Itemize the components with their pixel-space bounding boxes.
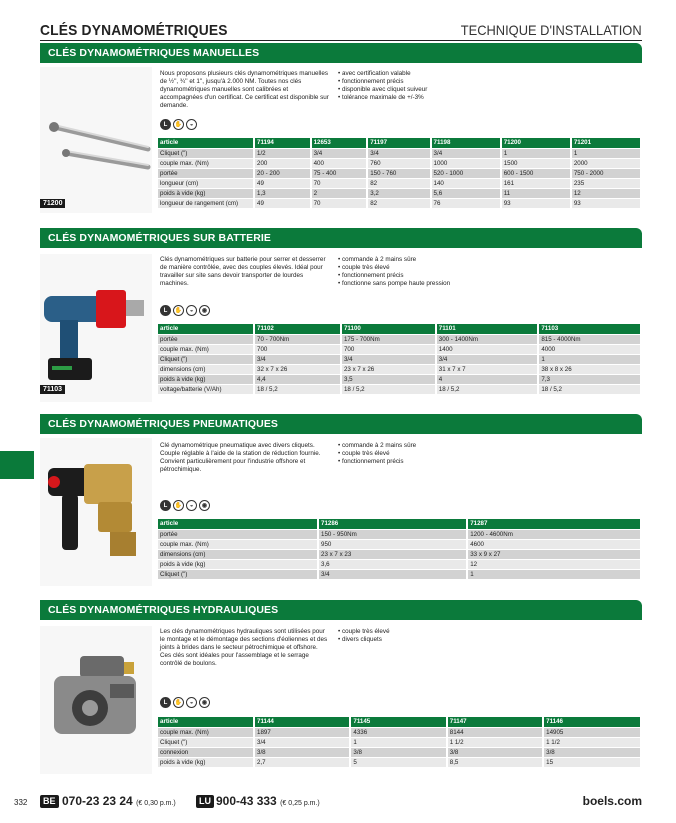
table-cell: portée	[158, 168, 254, 178]
table-row	[158, 529, 641, 539]
table-cell: 1	[571, 148, 641, 158]
license-icon: L	[160, 500, 171, 511]
table-cell: 3,6	[318, 559, 467, 569]
column-header: 71145	[350, 717, 446, 727]
section-title: CLÉS DYNAMOMÉTRIQUES PNEUMATIQUES	[40, 414, 642, 434]
side-tab	[0, 451, 34, 479]
column-header: 71100	[341, 324, 436, 334]
section-manual	[40, 43, 642, 213]
feature-icons	[160, 305, 210, 316]
column-header: 71201	[571, 138, 641, 148]
product-code-tag: 71103	[40, 385, 65, 394]
table-cell: 75 - 400	[311, 168, 368, 178]
table-cell: 15	[543, 757, 641, 767]
table-row	[158, 168, 641, 178]
table-cell: 3/4	[254, 737, 350, 747]
product-photo-hydraulic-wrench	[40, 626, 152, 774]
table-cell: 750 - 2000	[571, 168, 641, 178]
table-row	[158, 198, 641, 208]
table-row	[158, 334, 641, 344]
column-header: 12653	[311, 138, 368, 148]
column-header: article	[158, 519, 318, 529]
table-cell: 8144	[447, 727, 543, 737]
column-header: 71197	[367, 138, 430, 148]
table-cell: 1500	[501, 158, 571, 168]
table-cell: 1,3	[254, 188, 311, 198]
table-cell: 1/2	[254, 148, 311, 158]
belgium-phone-rate: (€ 0,30 p.m.)	[136, 800, 176, 807]
table-cell: 3/4	[318, 569, 467, 579]
page-number: 332	[14, 798, 28, 807]
spec-table	[158, 717, 642, 767]
table-cell: Cliquet (")	[158, 354, 254, 364]
column-header: 71198	[431, 138, 501, 148]
table-cell: 950	[318, 539, 467, 549]
column-header: article	[158, 717, 254, 727]
feature-item: • avec certification valable	[338, 70, 427, 78]
table-row	[158, 374, 641, 384]
feature-item: • commande à 2 mains sûre	[338, 442, 416, 450]
table-cell: 3/8	[447, 747, 543, 757]
section-description: Nous proposons plusieurs clés dynamométriques manuelles de ½'', ¾'' et 1'', jusqu'à 2.000 NM. Toutes nos clés dynamométriques manuelles sont calibrées et accompagnées d'un certificat. Ce certificat est disponible sur demande.	[160, 70, 329, 109]
table-cell: 70	[311, 198, 368, 208]
table-row	[158, 384, 641, 394]
table-cell: 1	[501, 148, 571, 158]
table-cell: couple max. (Nm)	[158, 539, 318, 549]
feature-item: • commande à 2 mains sûre	[338, 256, 450, 264]
section-description: Clés dynamométriques sur batterie pour serrer et desserrer de manière contrôlée, avec des couples élevés. Idéal pour travailler sur site sans devoir transporter de lourdes machines.	[160, 256, 326, 287]
table-row	[158, 569, 641, 579]
table-cell: 3/4	[254, 354, 341, 364]
table-cell: 3,5	[341, 374, 436, 384]
section-description: Les clés dynamométriques hydrauliques sont utilisées pour le montage et le démontage des sections d'éoliennes et des joints à brides dans le secteur pétrochimique et offshore. Ces clés sont idéales pour l'assemblage et le serrage contrôlé de boulons.	[160, 628, 328, 667]
feature-item: • fonctionnement précis	[338, 272, 450, 280]
table-cell: 23 x 7 x 26	[341, 364, 436, 374]
hand-protection-icon: ✋	[173, 305, 184, 316]
table-row	[158, 549, 641, 559]
luxembourg-phone-rate: (€ 0,25 p.m.)	[280, 800, 320, 807]
table-cell: 76	[431, 198, 501, 208]
hand-protection-icon: ✋	[173, 500, 184, 511]
table-row	[158, 354, 641, 364]
product-photo-pneumatic-wrench	[40, 438, 152, 586]
table-cell: 18 / 5,2	[341, 384, 436, 394]
table-cell: 2	[311, 188, 368, 198]
table-cell: 300 - 1400Nm	[436, 334, 539, 344]
feature-item: • fonctionnement précis	[338, 78, 427, 86]
table-cell: 700	[341, 344, 436, 354]
luxembourg-phone-number: 900-43 333	[216, 794, 277, 808]
table-cell: 161	[501, 178, 571, 188]
table-cell: 520 - 1000	[431, 168, 501, 178]
table-cell: 1200 - 4600Nm	[467, 529, 641, 539]
table-cell: 49	[254, 178, 311, 188]
column-header: 71144	[254, 717, 350, 727]
page-footer	[0, 794, 676, 812]
column-header: 71101	[436, 324, 539, 334]
table-cell: 4	[436, 374, 539, 384]
table-row	[158, 727, 641, 737]
table-cell: couple max. (Nm)	[158, 344, 254, 354]
column-header: 71146	[543, 717, 641, 727]
feature-item: • fonctionne sans pompe haute pression	[338, 280, 450, 288]
table-cell: dimensions (cm)	[158, 364, 254, 374]
spec-table	[158, 324, 642, 394]
column-header: 71200	[501, 138, 571, 148]
hearing-protection-icon: ◉	[199, 697, 210, 708]
table-header-row	[158, 324, 641, 334]
table-cell: 93	[501, 198, 571, 208]
table-header-row	[158, 519, 641, 529]
table-cell: couple max. (Nm)	[158, 727, 254, 737]
table-cell: 70 - 700Nm	[254, 334, 341, 344]
table-cell: 11	[501, 188, 571, 198]
product-code-tag: 71200	[40, 199, 65, 208]
table-cell: 12	[571, 188, 641, 198]
section-title: CLÉS DYNAMOMÉTRIQUES HYDRAULIQUES	[40, 600, 642, 620]
table-cell: 33 x 9 x 27	[467, 549, 641, 559]
table-cell: 3/4	[341, 354, 436, 364]
column-header: 71286	[318, 519, 467, 529]
column-header: 71287	[467, 519, 641, 529]
table-cell: 5	[350, 757, 446, 767]
table-cell: 2000	[571, 158, 641, 168]
table-cell: 93	[571, 198, 641, 208]
column-header: 71147	[447, 717, 543, 727]
table-cell: 700	[254, 344, 341, 354]
section-title: CLÉS DYNAMOMÉTRIQUES MANUELLES	[40, 43, 642, 63]
column-header: 71194	[254, 138, 311, 148]
feature-list	[338, 256, 450, 288]
table-cell: 4336	[350, 727, 446, 737]
safety-shoe-icon: ◒	[186, 697, 197, 708]
feature-icons	[160, 500, 210, 511]
table-cell: 1 1/2	[447, 737, 543, 747]
section-battery	[40, 228, 642, 403]
hearing-protection-icon: ◉	[199, 500, 210, 511]
feature-icons	[160, 119, 197, 130]
table-cell: 82	[367, 198, 430, 208]
feature-list	[338, 70, 427, 102]
table-cell: poids à vide (kg)	[158, 757, 254, 767]
page-title: CLÉS DYNAMOMÉTRIQUES	[40, 22, 228, 39]
section-pneumatic	[40, 414, 642, 586]
table-row	[158, 158, 641, 168]
table-cell: 1897	[254, 727, 350, 737]
table-cell: 600 - 1500	[501, 168, 571, 178]
table-cell: 7,3	[538, 374, 641, 384]
belgium-phone-number: 070-23 23 24	[62, 794, 133, 808]
table-cell: 4600	[467, 539, 641, 549]
table-cell: longueur de rangement (cm)	[158, 198, 254, 208]
table-cell: 175 - 700Nm	[341, 334, 436, 344]
table-cell: 140	[431, 178, 501, 188]
table-cell: 3/4	[436, 354, 539, 364]
table-cell: Cliquet (")	[158, 148, 254, 158]
table-cell: poids à vide (kg)	[158, 374, 254, 384]
table-cell: Cliquet (")	[158, 569, 318, 579]
table-cell: 12	[467, 559, 641, 569]
table-cell: 23 x 7 x 23	[318, 549, 467, 559]
table-cell: portée	[158, 529, 318, 539]
hand-protection-icon: ✋	[173, 697, 184, 708]
table-row	[158, 344, 641, 354]
table-cell: 32 x 7 x 26	[254, 364, 341, 374]
column-header: 71102	[254, 324, 341, 334]
table-cell: voltage/batterie (V/Ah)	[158, 384, 254, 394]
product-photo-battery-wrench	[40, 254, 152, 402]
table-cell: poids à vide (kg)	[158, 188, 254, 198]
spec-table	[158, 519, 642, 579]
table-cell: 760	[367, 158, 430, 168]
belgium-phone[interactable]	[62, 794, 176, 808]
feature-item: • divers cliquets	[338, 636, 390, 644]
table-cell: 3/8	[543, 747, 641, 757]
hearing-protection-icon: ◉	[199, 305, 210, 316]
safety-shoe-icon: ◒	[186, 500, 197, 511]
table-cell: poids à vide (kg)	[158, 559, 318, 569]
luxembourg-phone[interactable]	[216, 794, 320, 808]
feature-list	[338, 628, 390, 644]
table-cell: connexion	[158, 747, 254, 757]
table-cell: 31 x 7 x 7	[436, 364, 539, 374]
column-header: 71103	[538, 324, 641, 334]
table-header-row	[158, 717, 641, 727]
table-cell: 38 x 8 x 26	[538, 364, 641, 374]
belgium-flag-badge: BE	[40, 795, 59, 808]
table-cell: 8,5	[447, 757, 543, 767]
table-cell: dimensions (cm)	[158, 549, 318, 559]
table-cell: 20 - 200	[254, 168, 311, 178]
table-cell: portée	[158, 334, 254, 344]
table-row	[158, 737, 641, 747]
table-row	[158, 178, 641, 188]
table-cell: 150 - 760	[367, 168, 430, 178]
feature-list	[338, 442, 416, 466]
product-photo-manual-wrench	[40, 67, 152, 213]
table-cell: 2,7	[254, 757, 350, 767]
column-header: article	[158, 138, 254, 148]
table-cell: longueur (cm)	[158, 178, 254, 188]
feature-item: • couple très élevé	[338, 450, 416, 458]
table-cell: couple max. (Nm)	[158, 158, 254, 168]
table-cell: 14905	[543, 727, 641, 737]
table-cell: 18 / 5,2	[538, 384, 641, 394]
table-row	[158, 148, 641, 158]
table-cell: 150 - 950Nm	[318, 529, 467, 539]
table-cell: 4,4	[254, 374, 341, 384]
table-cell: 815 - 4000Nm	[538, 334, 641, 344]
table-row	[158, 188, 641, 198]
table-cell: 82	[367, 178, 430, 188]
safety-shoe-icon: ◒	[186, 305, 197, 316]
table-cell: 18 / 5,2	[254, 384, 341, 394]
table-cell: 235	[571, 178, 641, 188]
table-cell: 200	[254, 158, 311, 168]
table-cell: 3/4	[431, 148, 501, 158]
feature-icons	[160, 697, 210, 708]
feature-item: • fonctionnement précis	[338, 458, 416, 466]
table-row	[158, 559, 641, 569]
feature-item: • disponible avec cliquet suiveur	[338, 86, 427, 94]
license-icon: L	[160, 697, 171, 708]
table-row	[158, 757, 641, 767]
feature-item: • tolérance maximale de +/-3%	[338, 94, 427, 102]
license-icon: L	[160, 119, 171, 130]
section-description: Clé dynamométrique pneumatique avec divers cliquets. Couple réglable à l'aide de la station de réduction fournie. Convient particulièrement pour l'industrie offshore et pétrochimique.	[160, 442, 321, 473]
hand-protection-icon: ✋	[173, 119, 184, 130]
safety-shoe-icon: ◒	[186, 119, 197, 130]
table-cell: 1	[538, 354, 641, 364]
title-rule	[40, 40, 642, 41]
table-cell: 1000	[431, 158, 501, 168]
luxembourg-flag-badge: LU	[196, 795, 214, 808]
table-cell: 3/4	[367, 148, 430, 158]
table-row	[158, 539, 641, 549]
feature-item: • couple très élevé	[338, 264, 450, 272]
table-cell: Cliquet (")	[158, 737, 254, 747]
table-cell: 1	[467, 569, 641, 579]
table-header-row	[158, 138, 641, 148]
table-cell: 5,6	[431, 188, 501, 198]
table-cell: 1	[350, 737, 446, 747]
page-subtitle: TECHNIQUE D'INSTALLATION	[461, 22, 642, 38]
section-title: CLÉS DYNAMOMÉTRIQUES SUR BATTERIE	[40, 228, 642, 248]
license-icon: L	[160, 305, 171, 316]
table-cell: 3/4	[311, 148, 368, 158]
table-cell: 4000	[538, 344, 641, 354]
table-cell: 70	[311, 178, 368, 188]
spec-table	[158, 138, 642, 208]
table-cell: 18 / 5,2	[436, 384, 539, 394]
table-cell: 49	[254, 198, 311, 208]
table-cell: 1400	[436, 344, 539, 354]
feature-item: • couple très élevé	[338, 628, 390, 636]
column-header: article	[158, 324, 254, 334]
table-cell: 3/8	[254, 747, 350, 757]
section-hydraulic	[40, 600, 642, 780]
table-cell: 3,2	[367, 188, 430, 198]
table-cell: 1 1/2	[543, 737, 641, 747]
table-row	[158, 364, 641, 374]
table-cell: 3/8	[350, 747, 446, 757]
table-row	[158, 747, 641, 757]
website-link[interactable]: boels.com	[582, 794, 642, 808]
table-cell: 400	[311, 158, 368, 168]
